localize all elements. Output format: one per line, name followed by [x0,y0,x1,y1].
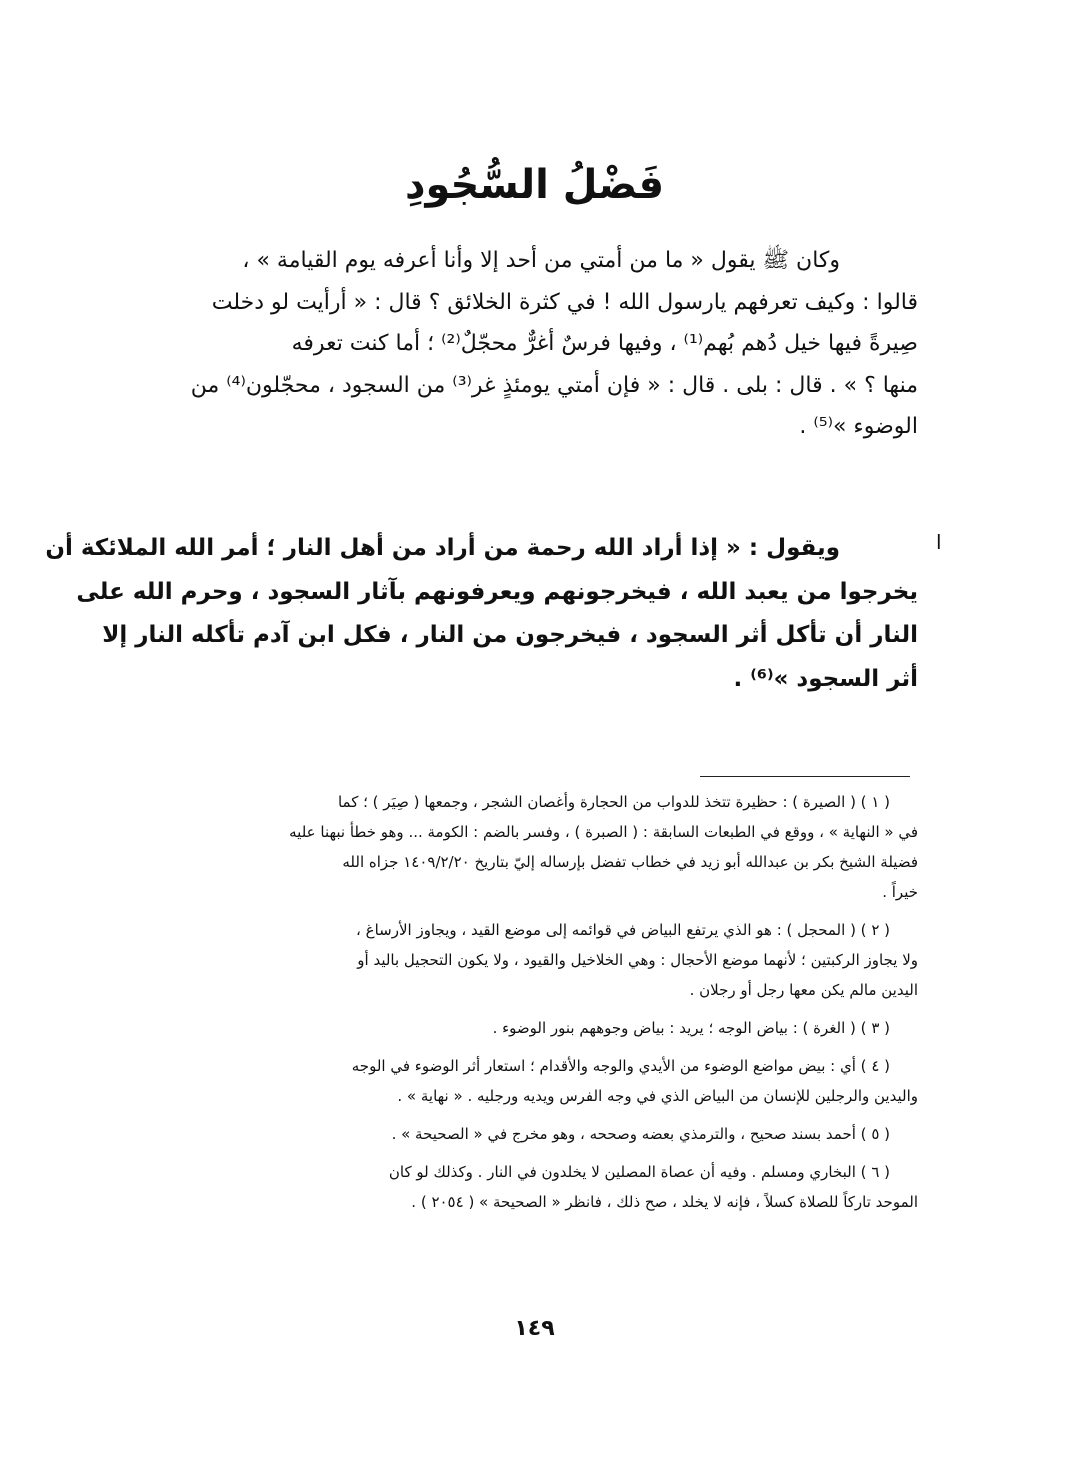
page-number: ١٤٩ [514,1316,555,1341]
footnote-line: في « النهاية » ، ووقع في الطبعات السابقة : ( الصبرة ) ، وفسر بالضم : الكومة ... وهو خطأ نبهنا عليه [289,823,918,841]
footnote-line: الموحد تاركاً للصلاة كسلاً ، فإنه لا يخلد ، صح ذلك ، فانظر « الصحيحة » ( ٢٠٥٤ ) . [411,1193,918,1211]
footnote-line: ( ٢ ) ( المحجل ) : هو الذي يرتفع البياض في قوائمه إلى موضع القيد ، ويجاوز الأرساغ ، [356,921,890,939]
footnote-5 [160,1119,918,1149]
footnote-2 [160,915,918,1005]
paragraph-line: النار أن تأكل أثر السجود ، فيخرجون من النار ، فكل ابن آدم تأكله النار إلا [102,622,918,648]
footnote-line: ( ٥ ) أحمد بسند صحيح ، والترمذي بعضه وصححه ، وهو مخرج في « الصحيحة » . [391,1125,890,1143]
paragraph-line: أثر السجود »⁽⁶⁾ . [733,665,918,692]
paragraph-line: يخرجوا من يعبد الله ، فيخرجونهم ويعرفونهم بآثار السجود ، وحرم الله على [76,578,918,605]
paragraph-line: قالوا : وكيف تعرفهم يارسول الله ! في كثرة الخلائق ؟ قال : « أرأيت لو دخلت [211,289,918,315]
paragraph-hadith-wudu [158,240,918,448]
footnote-line: ( ٣ ) ( الغرة ) : بياض الوجه ؛ يريد : بياض وجوههم بنور الوضوء . [492,1019,890,1037]
footnote-separator [700,776,910,777]
footnote-line: ( ١ ) ( الصيرة ) : حظيرة تتخذ للدواب من الحجارة وأغصان الشجر ، وجمعها ( صِيَر ) ؛ كما [337,793,890,811]
footnote-line: خيراً . [882,883,918,901]
footnote-line: ( ٦ ) البخاري ومسلم . وفيه أن عصاة المصلين لا يخلدون في النار . وكذلك لو كان [388,1163,890,1181]
margin-mark: ا [936,530,942,554]
paragraph-line: الوضوء »⁽⁵⁾ . [799,414,918,439]
paragraph-line: صِيرةً فيها خيل دُهم بُهم⁽¹⁾ ، وفيها فرسٌ أغرٌّ محجّلٌ⁽²⁾ ؛ أما كنت تعرفه [291,331,918,356]
footnote-line: فضيلة الشيخ بكر بن عبدالله أبو زيد في خطاب تفضل بإرساله إليّ بتاريخ ١٤٠٩/٢/٢٠ جزاه الله [342,853,918,871]
footnote-line: واليدين والرجلين للإنسان من البياض الذي في وجه الفرس ويديه ورجليه . « نهاية » . [397,1087,918,1105]
footnote-line: ( ٤ ) أي : بيض مواضع الوضوء من الأيدي والوجه والأقدام ؛ استعار أثر الوضوء في الوجه [351,1057,890,1075]
paragraph-line: منها ؟ » . قال : بلى . قال : « فإن أمتي يومئذٍ غر⁽³⁾ من السجود ، محجّلون⁽⁴⁾ من [190,372,918,398]
footnote-1 [160,787,918,907]
footnote-6 [160,1157,918,1217]
footnote-line: ولا يجاوز الركبتين ؛ لأنهما موضع الأحجال : وهي الخلاخيل والقيود ، ولا يكون التحجيل باليد أو [357,951,918,969]
footnotes [160,787,918,1225]
footnote-4 [160,1051,918,1111]
paragraph-hadith-sujud [45,527,918,701]
paragraph-line: ويقول : « إذا أراد الله رحمة من أراد من أهل النار ؛ أمر الله الملائكة أن [45,535,840,561]
footnote-line: اليدين مالم يكن معها رجل أو رجلان . [689,981,918,999]
footnote-3 [160,1013,918,1043]
paragraph-line: وكان ﷺ يقول « ما من أمتي من أحد إلا وأنا أعرفه يوم القيامة » ، [242,248,840,273]
page-title: فَضْلُ السُّجُودِ [404,162,665,208]
